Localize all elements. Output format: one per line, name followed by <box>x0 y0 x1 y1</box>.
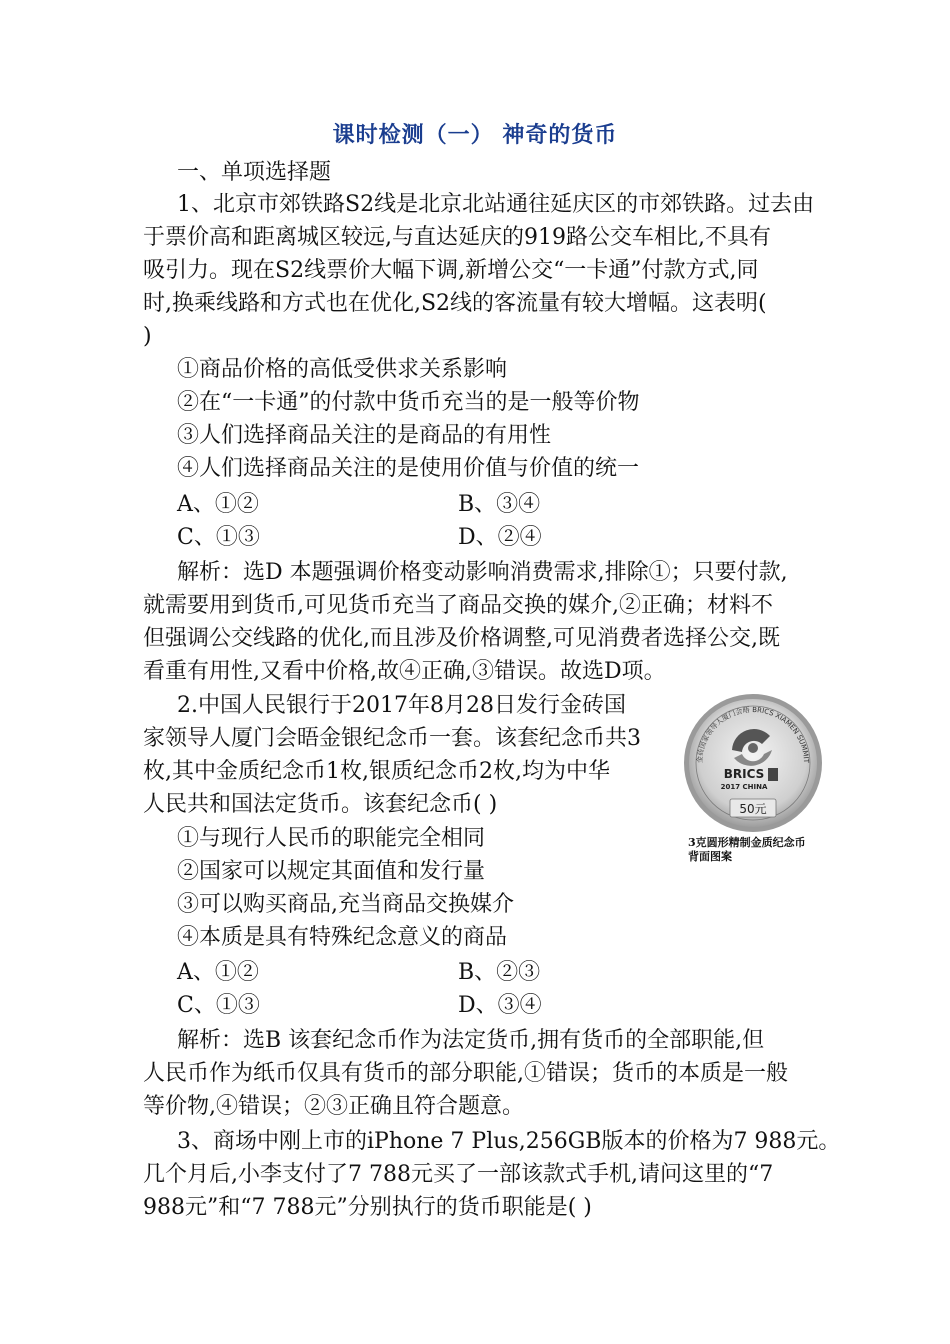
q1-item: ④人们选择商品关注的是使用价值与价值的统一 <box>177 456 640 481</box>
page-title: 课时检测（一） 神奇的货币 <box>332 122 618 148</box>
q3-stem-line: 几个月后,小李支付了7 788元买了一部该款式手机,请问这里的“7 <box>143 1162 774 1187</box>
q1-option-c[interactable]: C、①③ <box>177 525 260 550</box>
coin-caption <box>682 836 824 864</box>
q1-item: ①商品价格的高低受供求关系影响 <box>177 357 508 382</box>
section-heading: 一、单项选择题 <box>177 160 332 185</box>
coin-figure <box>682 692 824 864</box>
q1-option-d[interactable]: D、②④ <box>458 525 542 550</box>
q2-analysis-line: 等价物,④错误；②③正确且符合题意。 <box>143 1094 524 1119</box>
q1-stem-line: ) <box>143 324 152 349</box>
q2-stem-line: 家领导人厦门会晤金银纪念币一套。该套纪念币共3 <box>143 726 641 751</box>
q1-analysis-line: 就需要用到货币,可见货币充当了商品交换的媒介,②正确；材料不 <box>143 593 773 618</box>
q2-item: ④本质是具有特殊纪念意义的商品 <box>177 925 508 950</box>
q2-item: ②国家可以规定其面值和发行量 <box>177 859 486 884</box>
q2-item: ③可以购买商品,充当商品交换媒介 <box>177 892 514 917</box>
commemorative-coin-image <box>682 692 824 834</box>
q1-item: ②在“一卡通”的付款中货币充当的是一般等价物 <box>177 390 640 415</box>
q1-analysis-line: 但强调公交线路的优化,而且涉及价格调整,可见消费者选择公交,既 <box>143 626 780 651</box>
q1-analysis-line: 解析：选D 本题强调价格变动影响消费需求,排除①；只要付款, <box>177 560 788 585</box>
q2-stem-line: 2.中国人民银行于2017年8月28日发行金砖国 <box>177 693 626 718</box>
q2-stem-line: 枚,其中金质纪念币1枚,银质纪念币2枚,均为中华 <box>143 759 610 784</box>
coin-denomination: 50元 <box>739 802 767 816</box>
coin-caption-line: 3克圆形精制金质纪念币 <box>688 836 806 849</box>
coin-caption-line: 背面图案 <box>688 850 732 863</box>
q1-option-b[interactable]: B、③④ <box>458 492 541 517</box>
q2-stem-line: 人民共和国法定货币。该套纪念币( ) <box>143 792 498 817</box>
q2-option-b[interactable]: B、②③ <box>458 960 541 985</box>
q1-stem-line: 时,换乘线路和方式也在优化,S2线的客流量有较大增幅。这表明( <box>143 291 767 316</box>
q3-stem-line: 988元”和“7 788元”分别执行的货币职能是( ) <box>143 1195 592 1220</box>
q1-item: ③人们选择商品关注的是商品的有用性 <box>177 423 552 448</box>
q2-analysis-line: 解析：选B 该套纪念币作为法定货币,拥有货币的全部职能,但 <box>177 1028 765 1053</box>
q3-stem-line: 3、商场中刚上市的iPhone 7 Plus,256GB版本的价格为7 988元。 <box>177 1129 841 1154</box>
q1-stem-line: 1、北京市郊铁路S2线是北京北站通往延庆区的市郊铁路。过去由 <box>177 192 815 217</box>
q1-stem-line: 吸引力。现在S2线票价大幅下调,新增公交“一卡通”付款方式,同 <box>143 258 759 283</box>
q1-analysis-line: 看重有用性,又看中价格,故④正确,③错误。故选D项。 <box>143 659 666 684</box>
coin-brand: BRICS <box>723 767 765 781</box>
q2-option-c[interactable]: C、①③ <box>177 993 260 1018</box>
q2-option-a[interactable]: A、①② <box>177 960 259 985</box>
q2-analysis-line: 人民币作为纸币仅具有货币的部分职能,①错误；货币的本质是一般 <box>143 1061 788 1086</box>
q1-stem-line: 于票价高和距离城区较远,与直达延庆的919路公交车相比,不具有 <box>143 225 771 250</box>
q2-item: ①与现行人民币的职能完全相同 <box>177 826 486 851</box>
coin-year: 2017 CHINA <box>720 783 768 791</box>
coin-ring-text: 金砖国家领导人厦门会晤 BRICS XIAMEN SUMMIT <box>695 705 811 764</box>
q1-option-a[interactable]: A、①② <box>177 492 259 517</box>
q2-option-d[interactable]: D、③④ <box>458 993 542 1018</box>
